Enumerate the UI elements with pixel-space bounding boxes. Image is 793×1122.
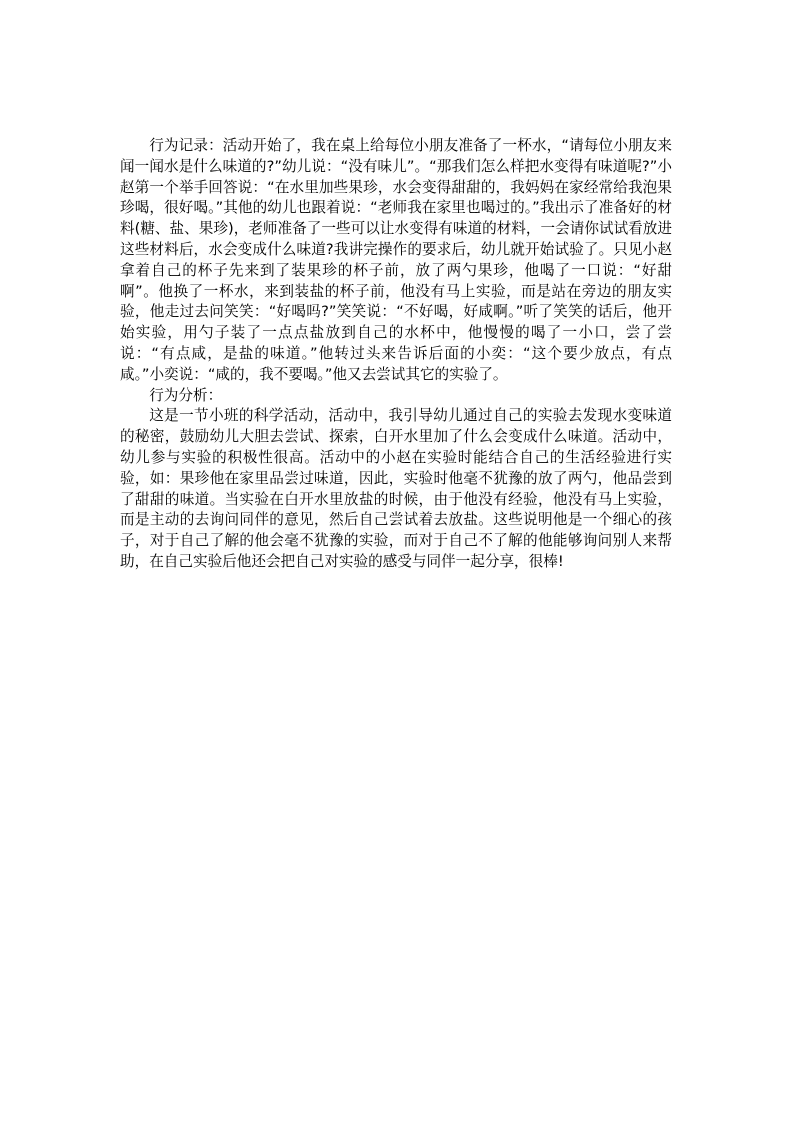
document-body (120, 136, 672, 573)
paragraph-behavior-record: 行为记录：活动开始了，我在桌上给每位小朋友准备了一杯水，“请每位小朋友来闻一闻水是什么味道的?”幼儿说：“没有味儿”。“那我们怎么样把水变得有味道呢?”小赵第一个举手回答说：“在水里加些果珍，水会变得甜甜的，我妈妈在家经常给我泡果珍喝，很好喝。”其他的幼儿也跟着说：“老师我在家里也喝过的。”我出示了准备好的材料(糖、盐、果珍)，老师准备了一些可以让水变得有味道的材料，一会请你试试看放进这些材料后，水会变成什么味道?我讲完操作的要求后，幼儿就开始试验了。只见小赵拿着自己的杯子先来到了装果珍的杯子前，放了两勺果珍，他喝了一口说：“好甜啊”。他换了一杯水，来到装盐的杯子前，他没有马上实验，而是站在旁边的朋友实验，他走过去问笑笑：“好喝吗?”笑笑说：“不好喝，好咸啊。”听了笑笑的话后，他开始实验，用勺子装了一点点盐放到自己的水杯中，他慢慢的喝了一小口，尝了尝说：“有点咸，是盐的味道。”他转过头来告诉后面的小奕：“这个要少放点，有点咸。”小奕说：“咸的，我不要喝。”他又去尝试其它的实验了。 (120, 137, 672, 383)
paragraph-behavior-analysis: 这是一节小班的科学活动，活动中，我引导幼儿通过自己的实验去发现水变味道的秘密，鼓励幼儿大胆去尝试、探索，白开水里加了什么会变成什么味道。活动中，幼儿参与实验的积极性很高。活动中的小赵在实验时能结合自己的生活经验进行实验，如：果珍他在家里品尝过味道，因此，实验时他毫不犹豫的放了两勺，他品尝到了甜甜的味道。当实验在白开水里放盐的时候，由于他没有经验，他没有马上实验，而是主动的去询问同伴的意见，然后自己尝试着去放盐。这些说明他是一个细心的孩子，对于自己了解的他会毫不犹豫的实验，而对于自己不了解的他能够询问别人来帮助，在自己实验后他还会把自己对实验的感受与同伴一起分享，很棒! (120, 407, 672, 570)
heading-behavior-analysis: 行为分析： (149, 386, 223, 404)
